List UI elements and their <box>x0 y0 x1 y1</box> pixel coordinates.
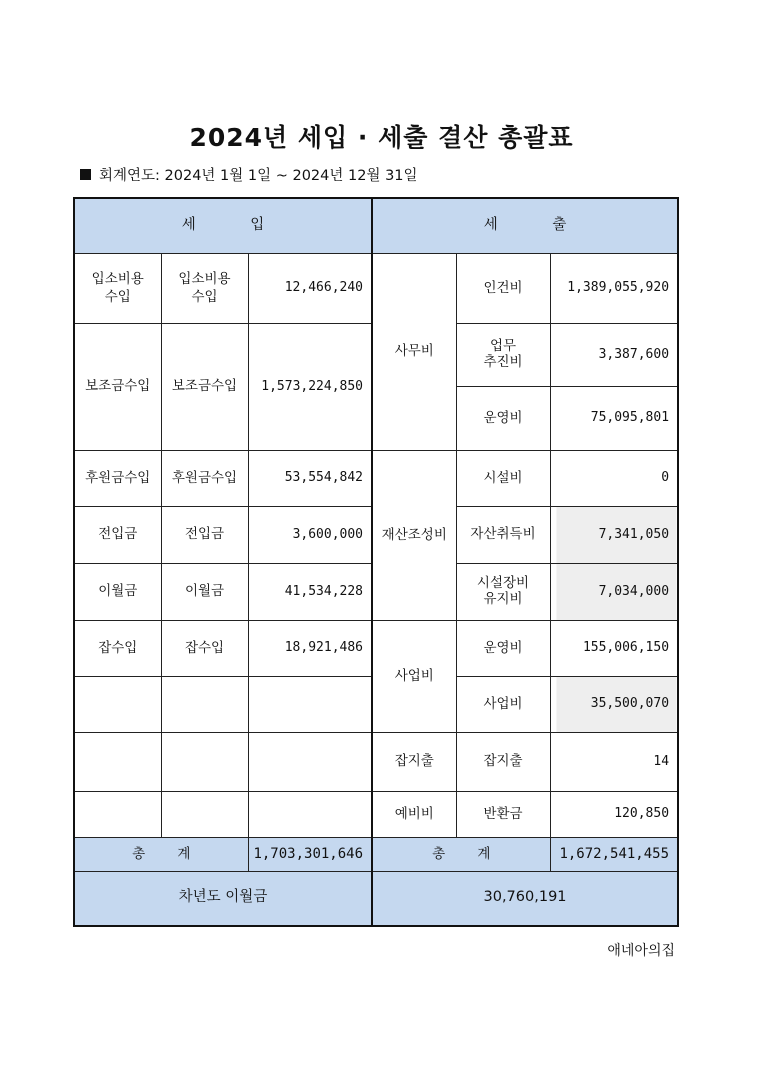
income-amount-2: 1,573,224,850 <box>248 323 372 450</box>
expense-amount-3: 75,095,801 <box>550 386 678 450</box>
expense-item-3: 운영비 <box>456 386 550 450</box>
income-subcategory-6: 잡수입 <box>161 620 248 676</box>
empty-cell <box>161 791 248 837</box>
empty-cell <box>248 732 372 791</box>
income-subcategory-4: 전입금 <box>161 506 248 563</box>
expense-amount-9: 14 <box>550 732 678 791</box>
expense-total-label: 총 계 <box>372 837 550 871</box>
income-category-4: 전입금 <box>74 506 161 563</box>
empty-cell <box>248 676 372 732</box>
fiscal-period <box>80 164 418 185</box>
expense-amount-8: 35,500,070 <box>550 676 678 732</box>
expense-amount-10: 120,850 <box>550 791 678 837</box>
fiscal-period-text: 회계연도: 2024년 1월 1일 ~ 2024년 12월 31일 <box>99 168 418 184</box>
income-total-amount: 1,703,301,646 <box>248 837 372 871</box>
page-title: 2024년 세입 · 세출 결산 총괄표 <box>189 123 574 152</box>
income-category-3: 후원금수입 <box>74 450 161 506</box>
empty-cell <box>74 676 161 732</box>
income-subcategory-5: 이월금 <box>161 563 248 620</box>
income-amount-6: 18,921,486 <box>248 620 372 676</box>
settlement-table <box>73 197 679 927</box>
income-category-6: 잡수입 <box>74 620 161 676</box>
expense-item-8: 사업비 <box>456 676 550 732</box>
empty-cell <box>248 791 372 837</box>
square-bullet-icon <box>80 169 91 180</box>
expense-amount-7: 155,006,150 <box>550 620 678 676</box>
expense-header: 세 출 <box>372 198 678 253</box>
expense-amount-2: 3,387,600 <box>550 323 678 386</box>
expense-item-7: 운영비 <box>456 620 550 676</box>
expense-group-property: 재산조성비 <box>372 450 456 620</box>
income-subcategory-1: 입소비용 수입 <box>161 253 248 323</box>
income-amount-3: 53,554,842 <box>248 450 372 506</box>
empty-cell <box>74 732 161 791</box>
income-amount-5: 41,534,228 <box>248 563 372 620</box>
income-category-2: 보조금수입 <box>74 323 161 450</box>
expense-amount-5: 7,341,050 <box>550 506 678 563</box>
expense-item-2: 업무 추진비 <box>456 323 550 386</box>
empty-cell <box>161 676 248 732</box>
income-amount-1: 12,466,240 <box>248 253 372 323</box>
expense-item-5: 자산취득비 <box>456 506 550 563</box>
empty-cell <box>161 732 248 791</box>
carryover-label: 차년도 이월금 <box>74 871 372 926</box>
expense-amount-6: 7,034,000 <box>550 563 678 620</box>
expense-amount-1: 1,389,055,920 <box>550 253 678 323</box>
income-subcategory-3: 후원금수입 <box>161 450 248 506</box>
empty-cell <box>74 791 161 837</box>
expense-item-10: 반환금 <box>456 791 550 837</box>
organization-name: 애네아의집 <box>607 943 675 959</box>
expense-amount-4: 0 <box>550 450 678 506</box>
expense-group-office: 사무비 <box>372 253 456 450</box>
expense-group-program: 사업비 <box>372 620 456 732</box>
expense-item-6: 시설장비 유지비 <box>456 563 550 620</box>
income-subcategory-2: 보조금수입 <box>161 323 248 450</box>
income-header: 세 입 <box>74 198 372 253</box>
income-total-label: 총 계 <box>74 837 248 871</box>
expense-item-4: 시설비 <box>456 450 550 506</box>
expense-total-amount: 1,672,541,455 <box>550 837 678 871</box>
income-category-5: 이월금 <box>74 563 161 620</box>
expense-item-9: 잡지출 <box>456 732 550 791</box>
expense-group-reserve: 예비비 <box>372 791 456 837</box>
carryover-amount: 30,760,191 <box>372 871 678 926</box>
income-amount-4: 3,600,000 <box>248 506 372 563</box>
income-category-1: 입소비용 수입 <box>74 253 161 323</box>
expense-item-1: 인건비 <box>456 253 550 323</box>
expense-group-misc: 잡지출 <box>372 732 456 791</box>
